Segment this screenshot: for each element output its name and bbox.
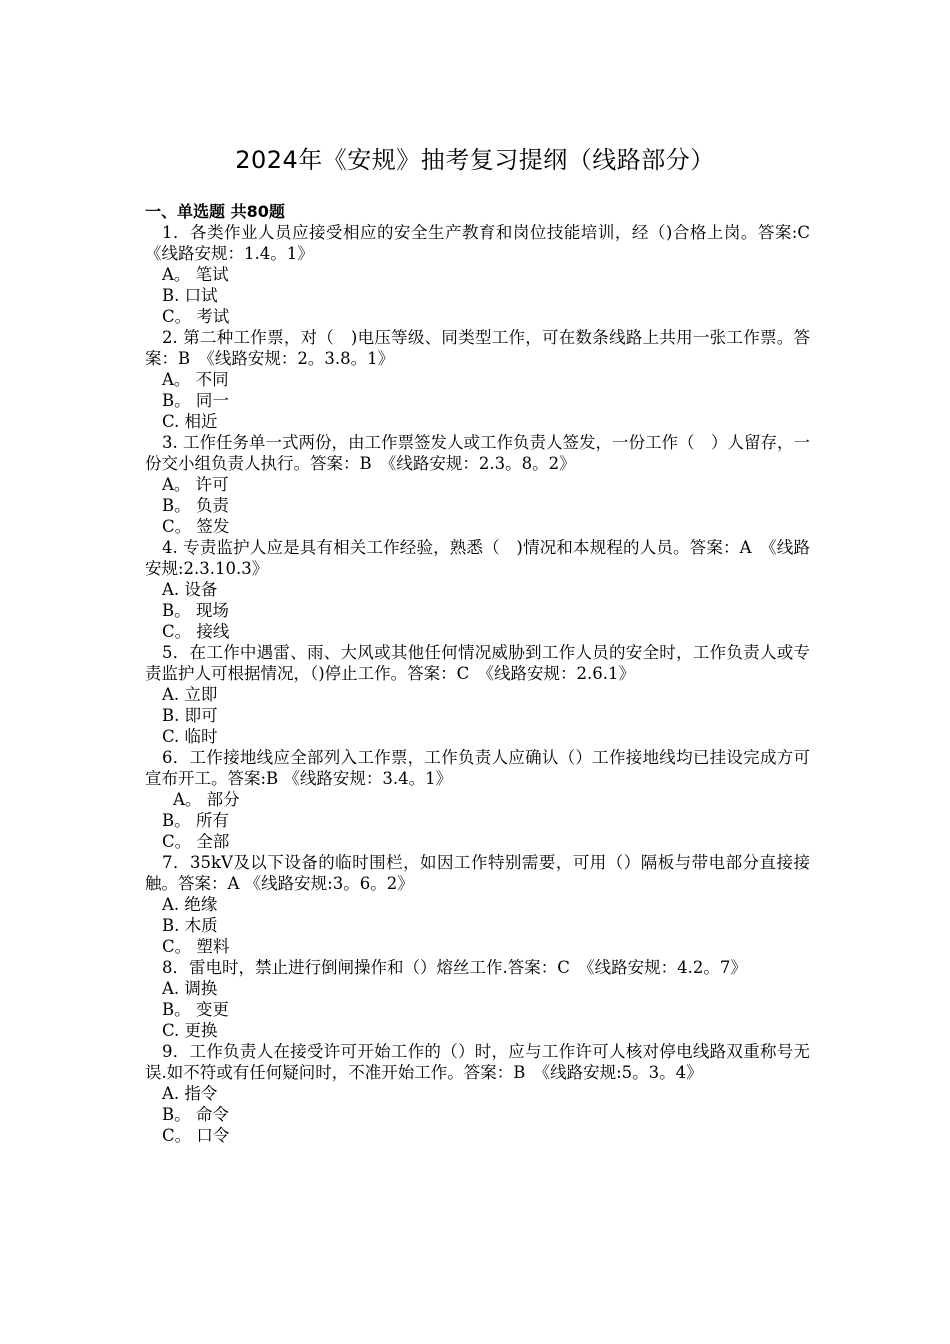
option-b: B。 命令 [162, 1105, 229, 1124]
question-text: 5．在工作中遇雷、雨、大风或其他任何情况威胁到工作人员的安全时，工作负责人或专责监护人可根据情况，（)停止工作。答案：C 《线路安规：2.6.1》 [145, 643, 810, 683]
option-a: A。 不同 [162, 370, 229, 389]
option-a: A。 笔试 [162, 265, 229, 284]
option-b: B。 所有 [162, 811, 229, 830]
option-c: C。 签发 [162, 517, 230, 536]
option-b: B. 木质 [162, 916, 218, 935]
option-b: B. 口试 [162, 286, 218, 305]
page-title: 2024年《安规》抽考复习提纲（线路部分） [235, 146, 715, 174]
option-a: A。 部分 [173, 790, 240, 809]
question-text: 4. 专责监护人应是具有相关工作经验，熟悉（ )情况和本规程的人员。答案：A 《线路安规:2.3.10.3》 [145, 538, 810, 578]
option-c: C。 全部 [162, 832, 230, 851]
option-c: C。 口令 [162, 1126, 230, 1145]
question-text: 9．工作负责人在接受许可开始工作的（）时，应与工作许可人核对停电线路双重称号无误.如不符或有任何疑问时，不准开始工作。答案：B 《线路安规:5。3。4》 [145, 1042, 810, 1082]
option-b: B. 即可 [162, 706, 218, 725]
option-a: A. 设备 [162, 580, 218, 599]
option-a: A. 立即 [162, 685, 218, 704]
option-c: C. 相近 [162, 412, 218, 431]
option-b: B。 负责 [162, 496, 229, 515]
option-b: B。 现场 [162, 601, 229, 620]
option-c: C。 接线 [162, 622, 230, 641]
option-c: C. 临时 [162, 727, 218, 746]
option-a: A. 绝缘 [162, 895, 218, 914]
question-text: 8．雷电时，禁止进行倒闸操作和（）熔丝工作.答案：C 《线路安规：4.2。7》 [162, 958, 747, 977]
option-a: A。 许可 [162, 475, 229, 494]
option-b: B。 同一 [162, 391, 229, 410]
question-text: 2. 第二种工作票，对（ )电压等级、同类型工作，可在数条线路上共用一张工作票。答案：B 《线路安规：2。3.8。1》 [145, 328, 810, 368]
option-c: C. 更换 [162, 1021, 218, 1040]
question-text: 1．各类作业人员应接受相应的安全生产教育和岗位技能培训，经（)合格上岗。答案:C 《线路安规：1.4。1》 [145, 223, 827, 263]
question-text: 3. 工作任务单一式两份，由工作票签发人或工作负责人签发，一份工作（ ）人留存，一份交小组负责人执行。答案：B 《线路安规：2.3。8。2》 [145, 433, 810, 473]
question-text: 7．35kV及以下设备的临时围栏，如因工作特别需要，可用（）隔板与带电部分直接接触。答案：A 《线路安规:3。6。2》 [145, 853, 810, 893]
option-a: A. 指令 [162, 1084, 218, 1103]
option-b: B。 变更 [162, 1000, 229, 1019]
document-body [145, 201, 827, 1146]
section-heading: 一、单选题 共80题 [145, 202, 285, 221]
question-text: 6．工作接地线应全部列入工作票，工作负责人应确认（）工作接地线均已挂设完成方可宣布开工。答案:B 《线路安规：3.4。1》 [145, 748, 810, 788]
option-c: C。 考试 [162, 307, 230, 326]
option-a: A. 调换 [162, 979, 218, 998]
option-c: C。 塑料 [162, 937, 230, 956]
